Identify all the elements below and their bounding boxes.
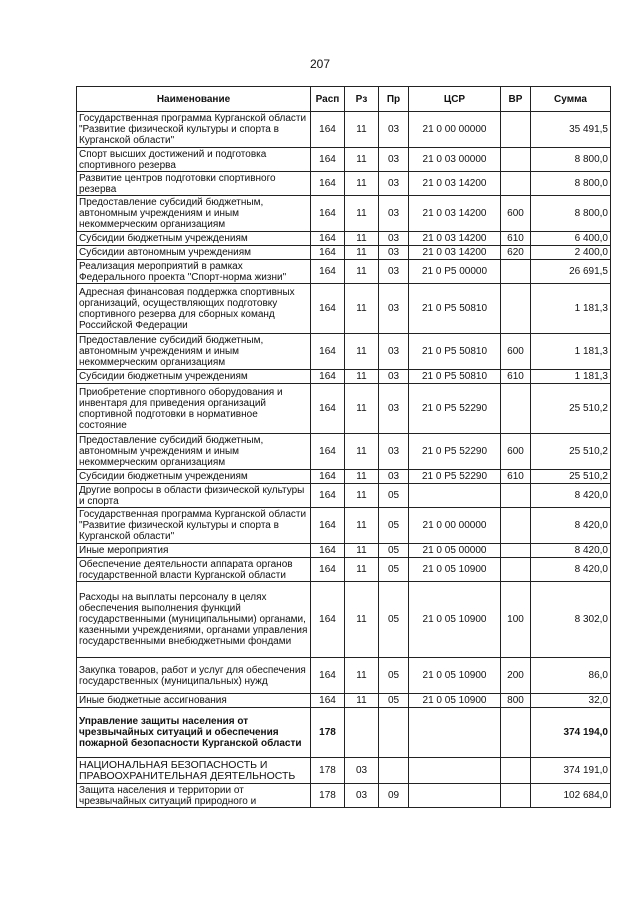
table-row: [77, 470, 611, 484]
row-sum: 25 510,2: [531, 470, 611, 484]
row-rasp: 164: [311, 544, 345, 558]
row-sum: 8 420,0: [531, 484, 611, 508]
row-name: Обеспечение деятельности аппарата органов государственной власти Курганской области: [77, 558, 311, 582]
row-vr: [501, 544, 531, 558]
row-pr: 05: [379, 558, 409, 582]
row-vr: 610: [501, 232, 531, 246]
table-row: [77, 694, 611, 708]
row-name: Адресная финансовая поддержка спортивных организаций, осуществляющих подготовку спортивного резерва для сборных команд Российской Федерации: [77, 284, 311, 334]
row-csr: 21 0 03 14200: [409, 232, 501, 246]
row-vr: 200: [501, 658, 531, 694]
row-rz: 11: [345, 384, 379, 434]
row-rz: 03: [345, 758, 379, 784]
row-sum: 6 400,0: [531, 232, 611, 246]
table-row: [77, 708, 611, 758]
row-csr: 21 0 05 10900: [409, 582, 501, 658]
row-pr: [379, 758, 409, 784]
row-pr: 05: [379, 544, 409, 558]
header-vr: ВР: [501, 87, 531, 112]
row-sum: 374 194,0: [531, 708, 611, 758]
row-rasp: 164: [311, 232, 345, 246]
row-vr: 800: [501, 694, 531, 708]
row-pr: 03: [379, 172, 409, 196]
table-row: [77, 484, 611, 508]
row-name: Субсидии автономным учреждениям: [77, 246, 311, 260]
table-row: [77, 582, 611, 658]
row-rz: 11: [345, 582, 379, 658]
row-rz: 11: [345, 658, 379, 694]
header-rz: Рз: [345, 87, 379, 112]
row-vr: [501, 558, 531, 582]
row-rz: 11: [345, 434, 379, 470]
row-vr: [501, 758, 531, 784]
row-csr: 21 0 05 10900: [409, 558, 501, 582]
row-rz: 11: [345, 112, 379, 148]
row-rz: 11: [345, 148, 379, 172]
row-vr: 620: [501, 246, 531, 260]
row-sum: 374 191,0: [531, 758, 611, 784]
row-csr: 21 0 P5 50810: [409, 334, 501, 370]
row-name: Предоставление субсидий бюджетным, автономным учреждениям и иным некоммерческим организациям: [77, 434, 311, 470]
row-sum: 26 691,5: [531, 260, 611, 284]
row-rz: 11: [345, 246, 379, 260]
row-csr: [409, 758, 501, 784]
row-rasp: 164: [311, 260, 345, 284]
budget-table: [76, 86, 611, 808]
row-rz: 11: [345, 544, 379, 558]
row-rz: 11: [345, 260, 379, 284]
row-name: Спорт высших достижений и подготовка спортивного резерва: [77, 148, 311, 172]
row-vr: [501, 784, 531, 808]
row-name: Расходы на выплаты персоналу в целях обеспечения выполнения функций государственными (муниципальными) органами, казенными учреждениями, органами управления государственными внебюджетными фондами: [77, 582, 311, 658]
row-pr: 05: [379, 508, 409, 544]
row-sum: 1 181,3: [531, 284, 611, 334]
row-rz: 11: [345, 370, 379, 384]
row-pr: 03: [379, 334, 409, 370]
header-pr: Пр: [379, 87, 409, 112]
row-csr: 21 0 03 00000: [409, 148, 501, 172]
row-csr: 21 0 03 14200: [409, 172, 501, 196]
row-pr: 03: [379, 370, 409, 384]
row-sum: 1 181,3: [531, 334, 611, 370]
row-name: Предоставление субсидий бюджетным, автономным учреждениям и иным некоммерческим организациям: [77, 196, 311, 232]
table-row: [77, 384, 611, 434]
row-rz: 11: [345, 470, 379, 484]
row-rasp: 164: [311, 484, 345, 508]
row-name: Реализация мероприятий в рамках Федерального проекта "Спорт-норма жизни": [77, 260, 311, 284]
row-pr: 03: [379, 284, 409, 334]
row-vr: [501, 148, 531, 172]
row-vr: 600: [501, 434, 531, 470]
row-vr: [501, 708, 531, 758]
row-csr: [409, 484, 501, 508]
row-csr: 21 0 05 00000: [409, 544, 501, 558]
row-vr: [501, 284, 531, 334]
row-rasp: 164: [311, 470, 345, 484]
row-vr: 600: [501, 196, 531, 232]
table-row: [77, 148, 611, 172]
row-rz: 11: [345, 508, 379, 544]
table-row: [77, 334, 611, 370]
row-csr: 21 0 03 14200: [409, 246, 501, 260]
row-sum: 1 181,3: [531, 370, 611, 384]
row-name: Развитие центров подготовки спортивного резерва: [77, 172, 311, 196]
row-rasp: 164: [311, 694, 345, 708]
row-name: НАЦИОНАЛЬНАЯ БЕЗОПАСНОСТЬ И ПРАВООХРАНИТЕЛЬНАЯ ДЕЯТЕЛЬНОСТЬ: [77, 758, 311, 784]
row-vr: [501, 508, 531, 544]
row-rasp: 164: [311, 172, 345, 196]
table-row: [77, 284, 611, 334]
row-name: Приобретение спортивного оборудования и инвентаря для приведения организаций спортивной подготовки в нормативное состояние: [77, 384, 311, 434]
row-vr: [501, 260, 531, 284]
row-csr: 21 0 00 00000: [409, 112, 501, 148]
table-row: [77, 434, 611, 470]
row-name: Государственная программа Курганской области "Развитие физической культуры и спорта в Курганской области": [77, 112, 311, 148]
row-pr: 03: [379, 260, 409, 284]
row-rasp: 164: [311, 384, 345, 434]
table-row: [77, 784, 611, 808]
row-vr: 100: [501, 582, 531, 658]
table-row: [77, 260, 611, 284]
row-name: Субсидии бюджетным учреждениям: [77, 470, 311, 484]
row-sum: 102 684,0: [531, 784, 611, 808]
row-pr: 03: [379, 470, 409, 484]
row-name: Закупка товаров, работ и услуг для обеспечения государственных (муниципальных) нужд: [77, 658, 311, 694]
row-sum: 25 510,2: [531, 434, 611, 470]
row-pr: 03: [379, 196, 409, 232]
row-pr: 03: [379, 112, 409, 148]
row-csr: 21 0 05 10900: [409, 694, 501, 708]
row-rasp: 164: [311, 582, 345, 658]
row-rz: 11: [345, 694, 379, 708]
row-rz: 11: [345, 558, 379, 582]
row-rz: 11: [345, 334, 379, 370]
row-pr: 05: [379, 694, 409, 708]
row-vr: 610: [501, 470, 531, 484]
row-sum: 8 800,0: [531, 196, 611, 232]
row-sum: 35 491,5: [531, 112, 611, 148]
table-row: [77, 558, 611, 582]
row-pr: 09: [379, 784, 409, 808]
row-csr: [409, 784, 501, 808]
row-pr: 03: [379, 148, 409, 172]
table-header-row: [77, 87, 611, 112]
header-csr: ЦСР: [409, 87, 501, 112]
row-rasp: 164: [311, 434, 345, 470]
table-row: [77, 658, 611, 694]
row-rasp: 164: [311, 334, 345, 370]
row-rasp: 178: [311, 708, 345, 758]
row-rasp: 164: [311, 148, 345, 172]
row-csr: 21 0 P5 50810: [409, 284, 501, 334]
row-sum: 8 302,0: [531, 582, 611, 658]
row-name: Защита населения и территории от чрезвычайных ситуаций природного и: [77, 784, 311, 808]
row-csr: [409, 708, 501, 758]
row-rz: 11: [345, 232, 379, 246]
table-row: [77, 196, 611, 232]
row-rz: 11: [345, 284, 379, 334]
row-rasp: 164: [311, 658, 345, 694]
row-rz: 03: [345, 784, 379, 808]
row-name: Иные мероприятия: [77, 544, 311, 558]
row-sum: 8 420,0: [531, 544, 611, 558]
row-pr: 05: [379, 582, 409, 658]
row-csr: 21 0 05 10900: [409, 658, 501, 694]
row-pr: 03: [379, 384, 409, 434]
table-row: [77, 370, 611, 384]
row-vr: 610: [501, 370, 531, 384]
row-sum: 8 800,0: [531, 172, 611, 196]
row-csr: 21 0 P5 52290: [409, 384, 501, 434]
row-rasp: 164: [311, 284, 345, 334]
table-row: [77, 544, 611, 558]
row-pr: 03: [379, 434, 409, 470]
row-sum: 8 420,0: [531, 508, 611, 544]
table-row: [77, 508, 611, 544]
row-pr: 03: [379, 246, 409, 260]
row-csr: 21 0 P5 52290: [409, 470, 501, 484]
table-row: [77, 172, 611, 196]
row-name: Управление защиты населения от чрезвычайных ситуаций и обеспечения пожарной безопасности Курганской области: [77, 708, 311, 758]
header-name: Наименование: [77, 87, 311, 112]
row-name: Государственная программа Курганской области "Развитие физической культуры и спорта в Курганской области": [77, 508, 311, 544]
row-sum: 2 400,0: [531, 246, 611, 260]
row-csr: 21 0 00 00000: [409, 508, 501, 544]
row-csr: 21 0 03 14200: [409, 196, 501, 232]
header-rasp: Расп: [311, 87, 345, 112]
row-pr: [379, 708, 409, 758]
row-vr: [501, 172, 531, 196]
row-sum: 25 510,2: [531, 384, 611, 434]
row-name: Предоставление субсидий бюджетным, автономным учреждениям и иным некоммерческим организациям: [77, 334, 311, 370]
row-csr: 21 0 P5 52290: [409, 434, 501, 470]
row-sum: 8 420,0: [531, 558, 611, 582]
row-rasp: 178: [311, 784, 345, 808]
row-csr: 21 0 P5 00000: [409, 260, 501, 284]
row-rasp: 164: [311, 196, 345, 232]
table-row: [77, 232, 611, 246]
header-sum: Сумма: [531, 87, 611, 112]
row-sum: 32,0: [531, 694, 611, 708]
page-number: 207: [309, 57, 331, 71]
row-vr: [501, 484, 531, 508]
row-rasp: 178: [311, 758, 345, 784]
row-rasp: 164: [311, 246, 345, 260]
row-name: Иные бюджетные ассигнования: [77, 694, 311, 708]
row-vr: [501, 384, 531, 434]
row-name: Другие вопросы в области физической культуры и спорта: [77, 484, 311, 508]
row-rz: 11: [345, 484, 379, 508]
row-rasp: 164: [311, 112, 345, 148]
table-row: [77, 246, 611, 260]
row-pr: 03: [379, 232, 409, 246]
row-rasp: 164: [311, 508, 345, 544]
row-name: Субсидии бюджетным учреждениям: [77, 232, 311, 246]
table-row: [77, 758, 611, 784]
row-vr: [501, 112, 531, 148]
row-pr: 05: [379, 484, 409, 508]
row-rz: [345, 708, 379, 758]
row-csr: 21 0 P5 50810: [409, 370, 501, 384]
row-rasp: 164: [311, 558, 345, 582]
row-name: Субсидии бюджетным учреждениям: [77, 370, 311, 384]
row-vr: 600: [501, 334, 531, 370]
row-sum: 86,0: [531, 658, 611, 694]
row-pr: 05: [379, 658, 409, 694]
table-row: [77, 112, 611, 148]
row-rz: 11: [345, 196, 379, 232]
row-rasp: 164: [311, 370, 345, 384]
row-rz: 11: [345, 172, 379, 196]
row-sum: 8 800,0: [531, 148, 611, 172]
